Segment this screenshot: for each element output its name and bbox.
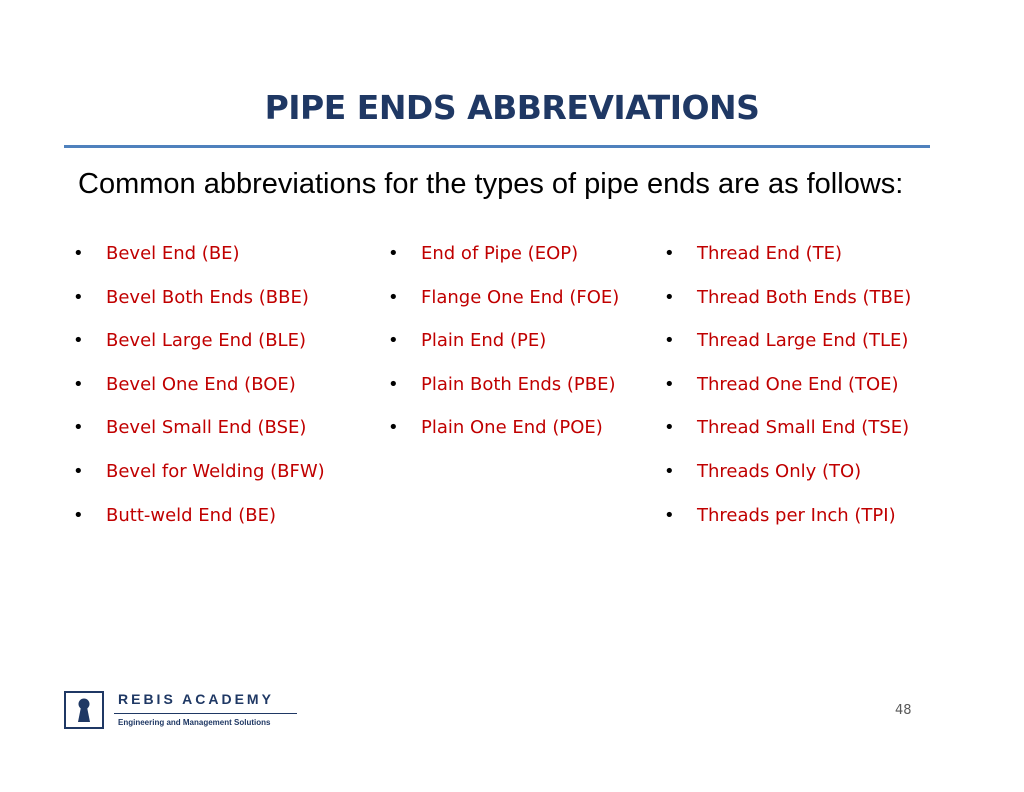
bullet-icon: •: [664, 504, 675, 526]
bullet-icon: •: [664, 460, 675, 482]
abbrev-column-bevel: [73, 239, 325, 544]
title-divider: [64, 145, 930, 148]
bullet-icon: •: [388, 286, 399, 308]
item-label: Bevel Large End (BLE): [106, 330, 306, 352]
item-label: Bevel One End (BOE): [106, 373, 296, 395]
list-item: [73, 239, 325, 283]
logo-tagline: Engineering and Management Solutions: [118, 718, 271, 727]
list-item: [664, 326, 911, 370]
list-item: [388, 239, 619, 283]
item-label: Thread Both Ends (TBE): [697, 286, 912, 308]
item-label: Thread Small End (TSE): [697, 417, 910, 439]
list-item: [73, 370, 325, 414]
item-label: Thread End (TE): [697, 243, 843, 264]
list-item: [73, 413, 325, 457]
bullet-icon: •: [73, 330, 84, 352]
list-item: [73, 283, 325, 327]
slide-title: PIPE ENDS ABBREVIATIONS: [264, 88, 760, 127]
abbrev-column-thread: [664, 239, 911, 544]
bullet-icon: •: [73, 460, 84, 482]
slide-subtitle: Common abbreviations for the types of pipe ends are as follows:: [78, 168, 904, 200]
list-item: [664, 457, 911, 501]
list-item: [388, 283, 619, 327]
bullet-icon: •: [664, 330, 675, 352]
logo-underline: [114, 713, 297, 714]
item-label: Threads Only (TO): [697, 460, 862, 482]
bullet-icon: •: [388, 243, 399, 264]
bullet-icon: •: [73, 373, 84, 395]
item-label: Flange One End (FOE): [421, 286, 620, 308]
item-label: Butt-weld End (BE): [106, 504, 277, 526]
bullet-icon: •: [73, 243, 84, 264]
list-item: [388, 326, 619, 370]
list-item: [664, 501, 911, 545]
item-label: Thread Large End (TLE): [697, 330, 909, 352]
page-number: 48: [895, 703, 912, 718]
item-label: Bevel Both Ends (BBE): [106, 286, 309, 308]
list-item: [73, 457, 325, 501]
list-item: [664, 283, 911, 327]
list-item: [73, 501, 325, 545]
list-item: [664, 239, 911, 283]
item-label: Thread One End (TOE): [697, 373, 899, 395]
bullet-icon: •: [664, 373, 675, 395]
bullet-icon: •: [664, 417, 675, 439]
bullet-icon: •: [664, 243, 675, 264]
item-label: Plain Both Ends (PBE): [421, 373, 616, 395]
bullet-icon: •: [73, 417, 84, 439]
bullet-icon: •: [388, 417, 399, 439]
item-label: Plain One End (POE): [421, 417, 603, 439]
item-label: Threads per Inch (TPI): [697, 504, 896, 526]
item-label: End of Pipe (EOP): [421, 243, 579, 264]
list-item: [388, 370, 619, 414]
bullet-icon: •: [388, 330, 399, 352]
bullet-icon: •: [73, 504, 84, 526]
item-label: Bevel for Welding (BFW): [106, 460, 325, 482]
item-label: Bevel Small End (BSE): [106, 417, 307, 439]
list-item: [73, 326, 325, 370]
list-item: [664, 413, 911, 457]
item-label: Plain End (PE): [421, 330, 547, 352]
keyhole-graphic: [66, 693, 102, 727]
item-label: Bevel End (BE): [106, 243, 240, 264]
list-item: [664, 370, 911, 414]
keyhole-icon: [64, 691, 104, 729]
bullet-icon: •: [388, 373, 399, 395]
list-item: [388, 413, 619, 457]
bullet-icon: •: [73, 286, 84, 308]
abbrev-column-plain: [388, 239, 619, 457]
bullet-icon: •: [664, 286, 675, 308]
logo-name: REBIS ACADEMY: [118, 691, 274, 707]
